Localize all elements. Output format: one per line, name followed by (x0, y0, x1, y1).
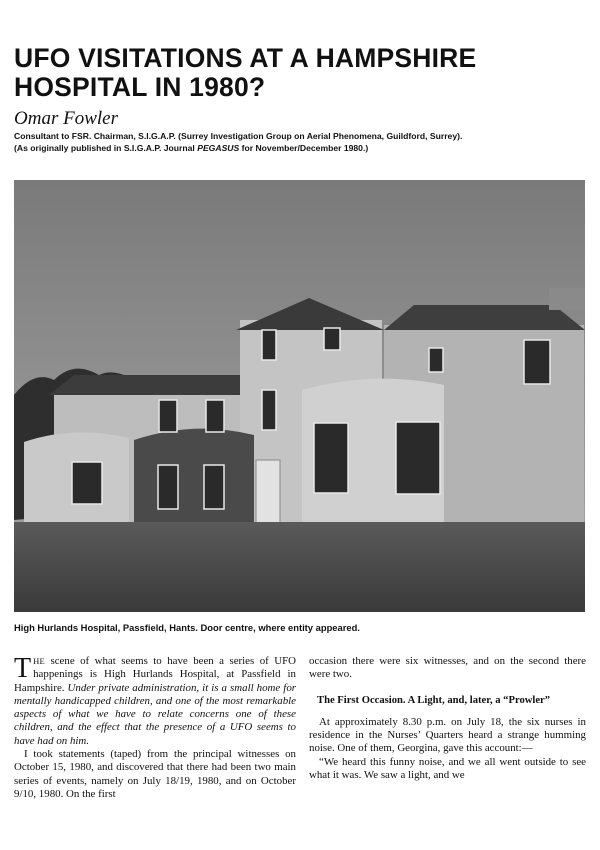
journal-name: PEGASUS (197, 143, 240, 153)
article-author: Omar Fowler (14, 108, 118, 129)
paragraph-2-continued: occasion there were six witnesses, and on the second there were two. (309, 655, 586, 681)
paragraph-4: “We heard this funny noise, and we all went outside to see what it was. We saw a light, and we (309, 755, 586, 782)
hospital-photo (14, 180, 585, 612)
paragraph-1-text: scene of what seems to have been a series of UFO happenings is High Hurlands Hospital, at Passfield in Hampshire. (14, 655, 296, 694)
paragraph-1-italic: Under private administration, it is a small home for mentally handicapped children, and one of the most remarkable aspects of what we have to relate concerns one of these children, and the effect that the presence of a UFO seems to have had on him. (14, 681, 296, 747)
article-byline (14, 130, 594, 154)
byline-line-2-pre: (As originally published in S.I.G.A.P. Journal (14, 143, 198, 153)
drop-cap: T (14, 653, 32, 684)
byline-line-2-post: for November/December 1980.) (239, 143, 369, 153)
paragraph-2: I took statements (taped) from the principal witnesses on October 15, 1980, and discovered that there had been two main series of events, namely on July 18/19, 1980, and on October 9/10, 1980. On the first (14, 748, 296, 800)
byline-line-1: Consultant to FSR. Chairman, S.I.G.A.P. (Surrey Investigation Group on Aerial Phenomena, Guildford, Surrey). (14, 131, 463, 141)
paragraph-1 (14, 655, 296, 748)
paragraph-1-smallcaps: HE (33, 656, 46, 666)
section-subhead: The First Occasion. A Light, and, later, a “Prowler” (317, 694, 551, 706)
paragraph-3: At approximately 8.30 p.m. on July 18, the six nurses in residence in the Nurses’ Quarters heard a strange humming noise. One of them, Georgina, gave this account:— (309, 715, 586, 755)
article-column-right (309, 655, 586, 782)
article-title: UFO VISITATIONS AT A HAMPSHIRE HOSPITAL IN 1980? (14, 43, 477, 102)
photo-caption: High Hurlands Hospital, Passfield, Hants. Door centre, where entity appeared. (14, 622, 360, 633)
byline-line-2 (14, 142, 594, 154)
article-column-left (14, 655, 296, 801)
